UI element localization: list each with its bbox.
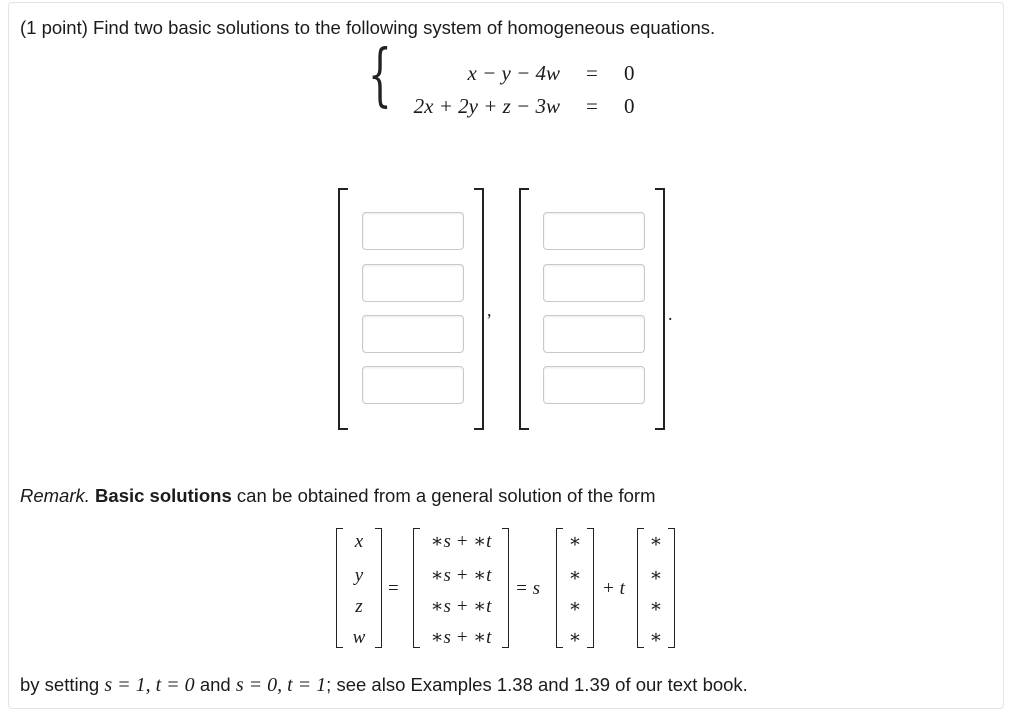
- bracket-right: [668, 528, 675, 648]
- remark-label: Remark.: [20, 485, 90, 506]
- variable-vector: [336, 528, 382, 648]
- condition-1: s = 1, t = 0: [104, 674, 195, 696]
- t-coeff-3: ∗: [649, 596, 663, 617]
- vector-1-entry-1[interactable]: [362, 212, 464, 250]
- equation-row-1: [360, 60, 660, 86]
- footer-pre: by setting: [20, 674, 100, 695]
- t-coeff-2: ∗: [649, 565, 663, 586]
- variable-y: y: [354, 565, 364, 586]
- remark: [20, 485, 655, 507]
- middle-entry-1: ∗s + ∗t: [430, 531, 492, 552]
- bracket-left: [519, 188, 529, 430]
- equation-row-2: [360, 93, 660, 119]
- variable-z: z: [355, 596, 363, 617]
- equation-1-equals: =: [586, 61, 598, 85]
- bracket-right: [375, 528, 382, 648]
- footer-post: ; see also Examples 1.38 and 1.39 of our text book.: [326, 674, 748, 695]
- equation-1-lhs: x − y − 4w: [467, 61, 560, 85]
- answer-vector-2: [519, 188, 665, 428]
- equals-sign-1: =: [388, 578, 399, 599]
- t-coeff-4: ∗: [649, 627, 663, 648]
- vector-1-entry-3[interactable]: [362, 315, 464, 353]
- prompt-text: Find two basic solutions to the following system of homogeneous equations.: [93, 17, 716, 38]
- t-coeff-1: ∗: [649, 531, 663, 552]
- equation-2-equals: =: [586, 94, 598, 118]
- equation-2-rhs: 0: [624, 94, 635, 118]
- middle-entry-2: ∗s + ∗t: [430, 565, 492, 586]
- bracket-right: [502, 528, 509, 648]
- s-coefficient-vector: [556, 528, 594, 648]
- left-brace: {: [368, 36, 392, 115]
- s-coeff-4: ∗: [568, 627, 582, 648]
- variable-x: x: [354, 531, 364, 552]
- vector-1-entry-4[interactable]: [362, 366, 464, 404]
- vector-2-entry-3[interactable]: [543, 315, 645, 353]
- variable-w: w: [352, 627, 366, 648]
- answer-vector-1: [338, 188, 484, 428]
- s-coeff-2: ∗: [568, 565, 582, 586]
- vector-1-entry-2[interactable]: [362, 264, 464, 302]
- vector-2-entry-4[interactable]: [543, 366, 645, 404]
- s-coeff-1: ∗: [568, 531, 582, 552]
- s-coeff-3: ∗: [568, 596, 582, 617]
- footer-note: [20, 673, 748, 697]
- equation-2-lhs: 2x + 2y + z − 3w: [413, 94, 560, 118]
- footer-and: and: [199, 674, 231, 695]
- general-middle-vector: [413, 528, 509, 648]
- t-coefficient-vector: [637, 528, 675, 648]
- equation-1-rhs: 0: [624, 61, 635, 85]
- equation-system: [360, 36, 660, 126]
- bracket-right: [655, 188, 665, 430]
- remark-text: can be obtained from a general solution of the form: [236, 485, 656, 506]
- points-label: (1 point): [20, 17, 88, 38]
- middle-entry-3: ∗s + ∗t: [430, 596, 492, 617]
- plus-t: + t: [602, 578, 625, 599]
- vector-terminator: .: [668, 304, 673, 324]
- vector-2-entry-2[interactable]: [543, 264, 645, 302]
- vector-2-entry-1[interactable]: [543, 212, 645, 250]
- vector-separator: ,: [487, 300, 492, 320]
- middle-entry-4: ∗s + ∗t: [430, 627, 492, 648]
- condition-2: s = 0, t = 1: [235, 674, 327, 696]
- bracket-right: [587, 528, 594, 648]
- bracket-left: [338, 188, 348, 430]
- bracket-right: [474, 188, 484, 430]
- remark-bold: Basic solutions: [95, 485, 232, 506]
- equals-s: = s: [515, 578, 540, 599]
